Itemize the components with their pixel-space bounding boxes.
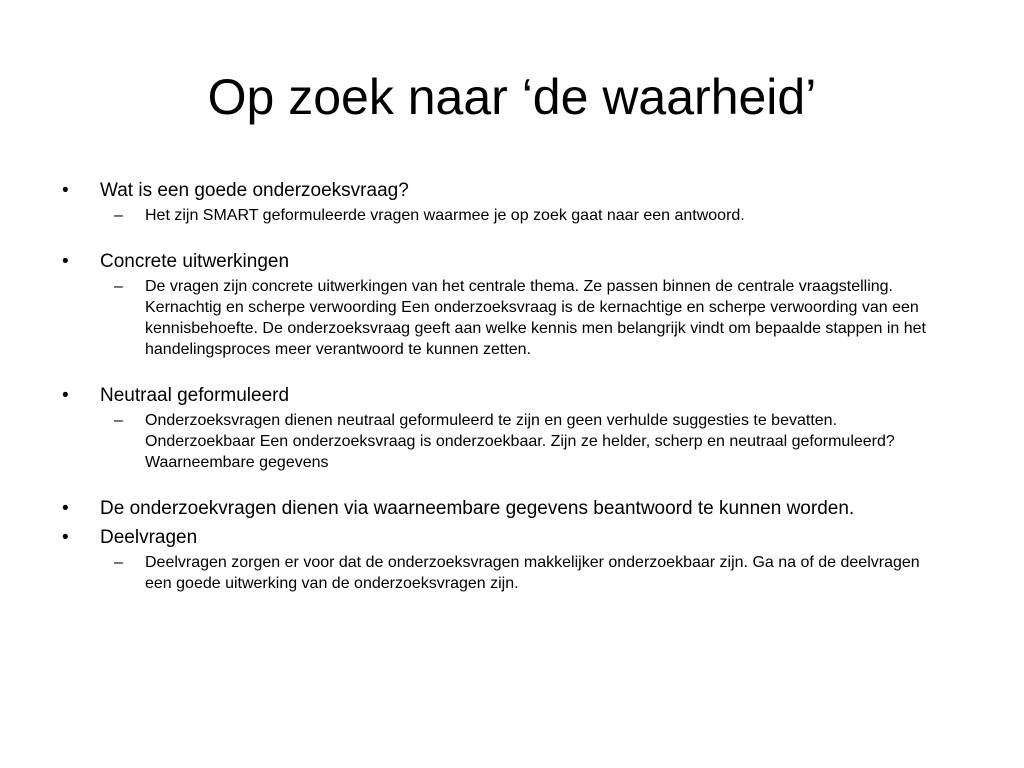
bullet-marker: • bbox=[62, 498, 69, 519]
bullet-text: Neutraal geformuleerd bbox=[100, 385, 290, 406]
bullet-marker: • bbox=[62, 180, 69, 201]
bullet-text: Wat is een goede onderzoeksvraag? bbox=[100, 180, 409, 201]
bullet-item bbox=[60, 496, 960, 521]
bullet-text: Deelvragen bbox=[100, 527, 198, 548]
bullet-text: Concrete uitwerkingen bbox=[100, 251, 290, 272]
bullet-item bbox=[60, 249, 960, 274]
sub-bullet-text: Deelvragen zorgen er voor dat de onderzoeksvragen makkelijker onderzoekbaar zijn. Ga na of de deelvragen een goede uitwerking van de onderzoeksvragen zijn. bbox=[145, 554, 920, 592]
bullet-marker: • bbox=[62, 385, 69, 406]
bullet-item bbox=[60, 525, 960, 550]
bullet-item bbox=[60, 178, 960, 203]
bullet-text: De onderzoekvragen dienen via waarneembare gegevens beantwoord te kunnen worden. bbox=[100, 498, 855, 519]
slide-title: Op zoek naar ‘de waarheid’ bbox=[207, 69, 817, 125]
sub-bullet-marker: – bbox=[114, 554, 123, 571]
slide-body bbox=[60, 178, 960, 594]
sub-bullet-marker: – bbox=[114, 207, 123, 224]
sub-bullet-marker: – bbox=[114, 412, 123, 429]
sub-bullet-text: De vragen zijn concrete uitwerkingen van het centrale thema. Ze passen binnen de centrale vraagstelling. Kernachtig en scherpe verwoording Een onderzoeksvraag is de kernachtige en scherpe verwoording van een kennisbehoefte. De onderzoeksvraag geeft aan welke kennis men belangrijk vindt om bepaalde stappen in het handelingsproces meer verantwoord te kunnen zetten. bbox=[145, 278, 926, 358]
sub-bullet-item bbox=[60, 276, 950, 360]
bullet-marker: • bbox=[62, 251, 69, 272]
sub-bullet-item bbox=[60, 410, 950, 473]
sub-bullet-text: Het zijn SMART geformuleerde vragen waarmee je op zoek gaat naar een antwoord. bbox=[145, 207, 745, 224]
sub-bullet-item bbox=[60, 552, 950, 594]
sub-bullet-item bbox=[60, 205, 950, 226]
sub-bullet-marker: – bbox=[114, 278, 123, 295]
sub-bullet-text: Onderzoeksvragen dienen neutraal geformuleerd te zijn en geen verhulde suggesties te bevatten. Onderzoekbaar Een onderzoeksvraag is onderzoekbaar. Zijn ze helder, scherp en neutraal geformuleerd? Waarneembare gegevens bbox=[145, 412, 895, 471]
bullet-marker: • bbox=[62, 527, 69, 548]
bullet-item bbox=[60, 383, 960, 408]
